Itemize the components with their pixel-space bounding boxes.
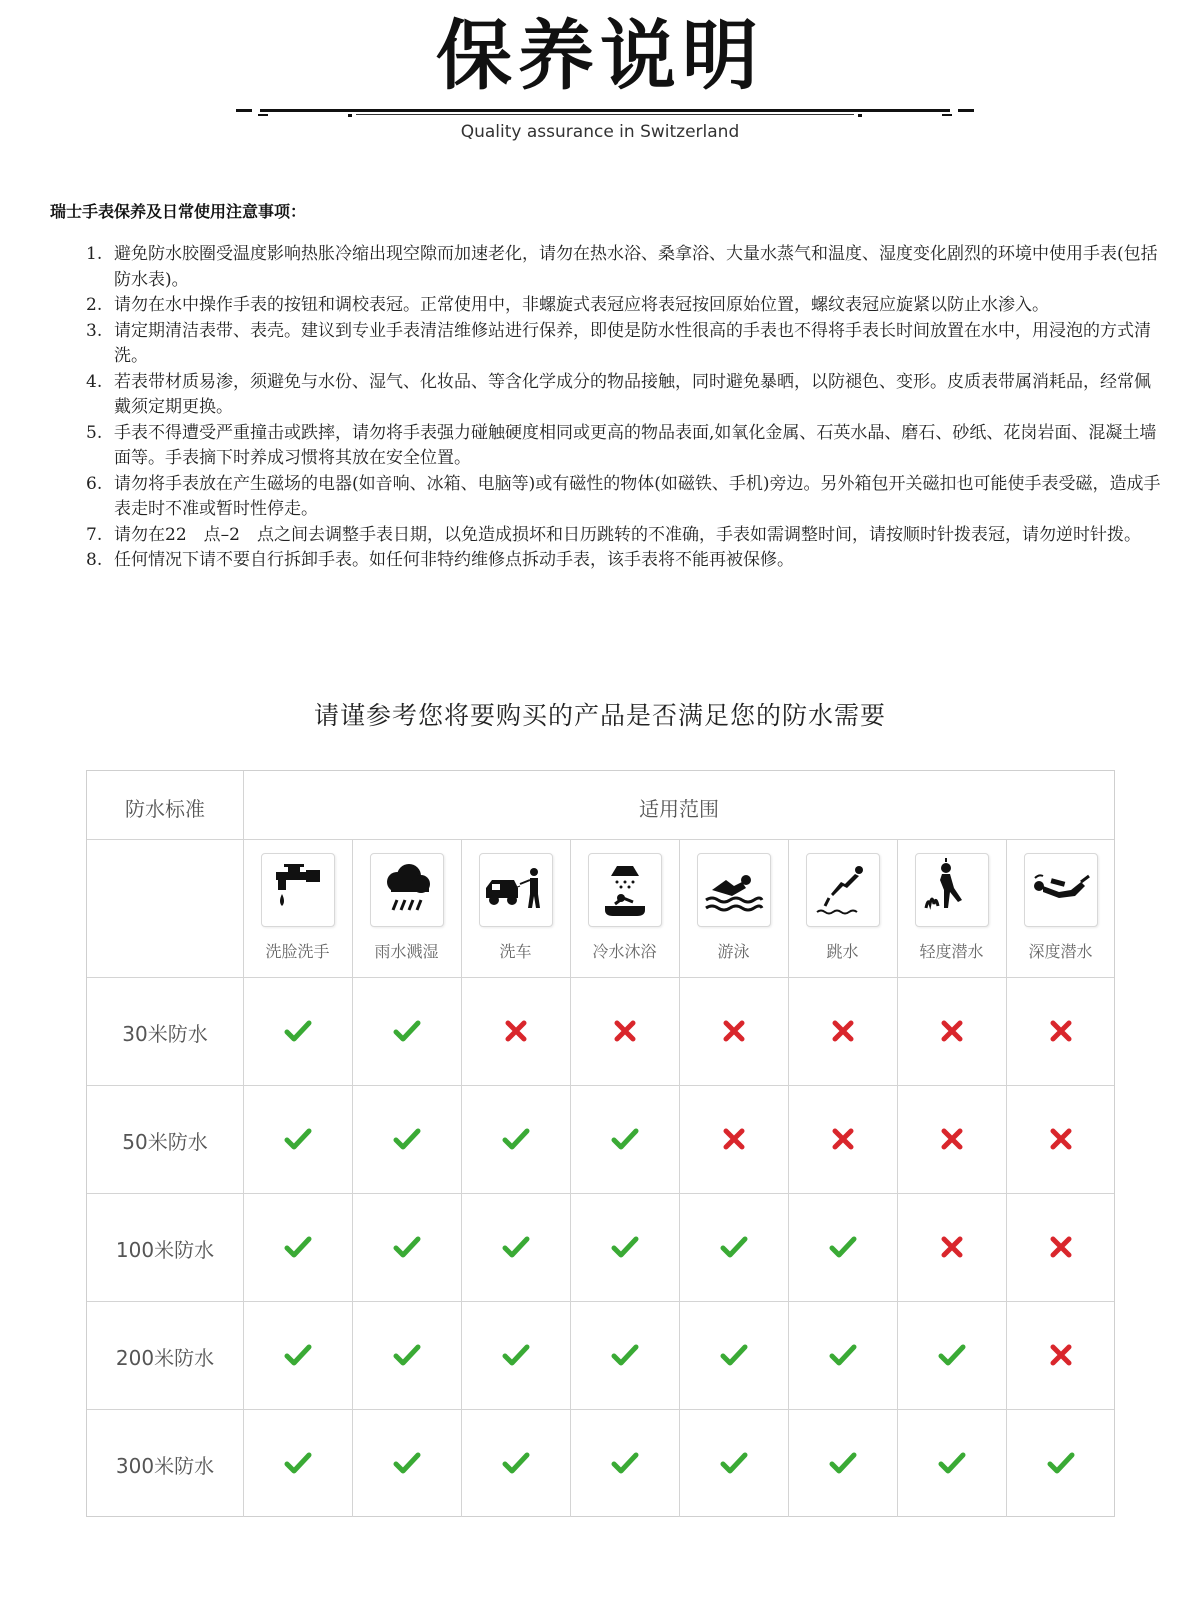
check-icon [829, 1449, 857, 1477]
column-label: 游泳 [717, 942, 750, 961]
column-label: 洗脸洗手 [265, 942, 330, 961]
scuba-icon [1024, 853, 1098, 927]
cross-icon [1047, 1017, 1075, 1045]
cross-icon [829, 1125, 857, 1153]
faucet-icon [261, 853, 335, 927]
check-icon [393, 1341, 421, 1369]
care-note-text: 请勿在22 点–2 点之间去调整手表日期，以免造成损坏和日历跳转的不准确，手表如需调整时间，请按顺时针拨表冠，请勿逆时针拨。 [114, 524, 1141, 545]
care-note-text: 避免防水胶圈受温度影响热胀冷缩出现空隙而加速老化，请勿在热水浴、桑拿浴、大量水蒸气和温度、湿度变化剧烈的环境中使用手表(包括防水表)。 [114, 244, 1158, 290]
column-label: 洗车 [499, 942, 532, 961]
header-standard: 防水标准 [125, 797, 205, 821]
table-gridline [87, 1193, 1114, 1194]
care-note-number: 6. [86, 473, 103, 494]
check-icon [284, 1233, 312, 1261]
row-label: 300米防水 [115, 1454, 215, 1478]
page-subtitle: Quality assurance in Switzerland [460, 122, 740, 142]
table-gridline [87, 1301, 1114, 1302]
check-icon [1047, 1449, 1075, 1477]
check-icon [284, 1125, 312, 1153]
table-gridline [243, 771, 244, 1517]
column-label: 深度潜水 [1028, 942, 1093, 961]
check-icon [611, 1449, 639, 1477]
care-note-item [86, 421, 1166, 472]
cross-icon [1047, 1233, 1075, 1261]
cross-icon [720, 1017, 748, 1045]
check-icon [938, 1341, 966, 1369]
care-note-number: 5. [86, 422, 103, 443]
check-icon [502, 1125, 530, 1153]
water-resistance-table [86, 770, 1115, 1517]
check-icon [611, 1125, 639, 1153]
check-icon [829, 1233, 857, 1261]
page-title: 保养说明 [436, 11, 764, 100]
table-gridline [87, 977, 1114, 978]
cross-icon [502, 1017, 530, 1045]
care-notes-list [86, 242, 1166, 574]
check-icon [720, 1233, 748, 1261]
care-note-item [86, 523, 1166, 549]
care-note-number: 2. [86, 295, 103, 315]
table-gridline [87, 1409, 1114, 1410]
column-label: 跳水 [826, 942, 859, 961]
check-icon [284, 1017, 312, 1045]
care-note-item [86, 472, 1166, 523]
care-note-number: 8. [86, 550, 103, 570]
diver-jump-icon [806, 853, 880, 927]
check-icon [393, 1449, 421, 1477]
care-note-item [86, 548, 1166, 574]
check-icon [393, 1233, 421, 1261]
row-label: 30米防水 [122, 1022, 208, 1046]
cross-icon [1047, 1125, 1075, 1153]
check-icon [284, 1341, 312, 1369]
care-note-number: 1. [86, 244, 103, 264]
check-icon [502, 1449, 530, 1477]
swimmer-icon [697, 853, 771, 927]
check-icon [611, 1233, 639, 1261]
comparison-title: 请谨参考您将要购买的产品是否满足您的防水需要 [313, 701, 886, 730]
cross-icon [938, 1233, 966, 1261]
care-note-text: 请定期清洁表带、表壳。建议到专业手表清洁维修站进行保养，即使是防水性很高的手表也不得将手表长时间放置在水中，用浸泡的方式清洗。 [114, 320, 1151, 366]
shower-icon [588, 853, 662, 927]
care-note-number: 4. [86, 371, 103, 392]
care-note-number: 7. [86, 524, 103, 545]
cross-icon [720, 1125, 748, 1153]
header-applicable-range: 适用范围 [639, 797, 719, 821]
cross-icon [938, 1017, 966, 1045]
row-label: 100米防水 [115, 1238, 215, 1262]
column-label: 雨水溅湿 [374, 942, 439, 961]
care-note-text: 手表不得遭受严重撞击或跌摔，请勿将手表强力碰触硬度相同或更高的物品表面,如氧化金属、石英水晶、磨石、砂纸、花岗岩面、混凝土墙面等。手表摘下时养成习惯将其放在安全位置。 [114, 422, 1157, 468]
check-icon [502, 1233, 530, 1261]
snorkel-icon [915, 853, 989, 927]
check-icon [938, 1449, 966, 1477]
cross-icon [611, 1017, 639, 1045]
care-note-item [86, 293, 1166, 319]
cross-icon [829, 1017, 857, 1045]
check-icon [611, 1341, 639, 1369]
check-icon [720, 1341, 748, 1369]
column-label: 冷水沐浴 [592, 942, 657, 961]
row-label: 50米防水 [122, 1130, 208, 1154]
title-divider [236, 106, 974, 118]
care-note-text: 若表带材质易渗，须避免与水份、湿气、化妆品、等含化学成分的物品接触，同时避免暴晒，以防褪色、变形。皮质表带属消耗品，经常佩戴须定期更换。 [114, 371, 1151, 417]
table-gridline [87, 1085, 1114, 1086]
cross-icon [1047, 1341, 1075, 1369]
column-label: 轻度潜水 [919, 942, 984, 961]
check-icon [284, 1449, 312, 1477]
care-note-number: 3. [86, 320, 103, 341]
check-icon [502, 1341, 530, 1369]
check-icon [393, 1017, 421, 1045]
rain-cloud-icon [370, 853, 444, 927]
row-label: 200米防水 [115, 1346, 215, 1370]
care-note-item [86, 242, 1166, 293]
table-gridline [87, 839, 1114, 840]
car-wash-icon [479, 853, 553, 927]
care-note-text: 任何情况下请不要自行拆卸手表。如任何非特约维修点拆动手表，该手表将不能再被保修。 [114, 550, 794, 570]
check-icon [829, 1341, 857, 1369]
care-note-text: 请勿将手表放在产生磁场的电器(如音响、冰箱、电脑等)或有磁性的物体(如磁铁、手机)旁边。另外箱包开关磁扣也可能使手表受磁，造成手表走时不准或暂时性停走。 [114, 473, 1161, 519]
check-icon [393, 1125, 421, 1153]
care-note-item [86, 319, 1166, 370]
care-note-text: 请勿在水中操作手表的按钮和调校表冠。正常使用中，非螺旋式表冠应将表冠按回原始位置，螺纹表冠应旋紧以防止水渗入。 [114, 295, 1049, 315]
notice-heading: 瑞士手表保养及日常使用注意事项： [50, 202, 307, 221]
care-note-item [86, 370, 1166, 421]
cross-icon [938, 1125, 966, 1153]
check-icon [720, 1449, 748, 1477]
